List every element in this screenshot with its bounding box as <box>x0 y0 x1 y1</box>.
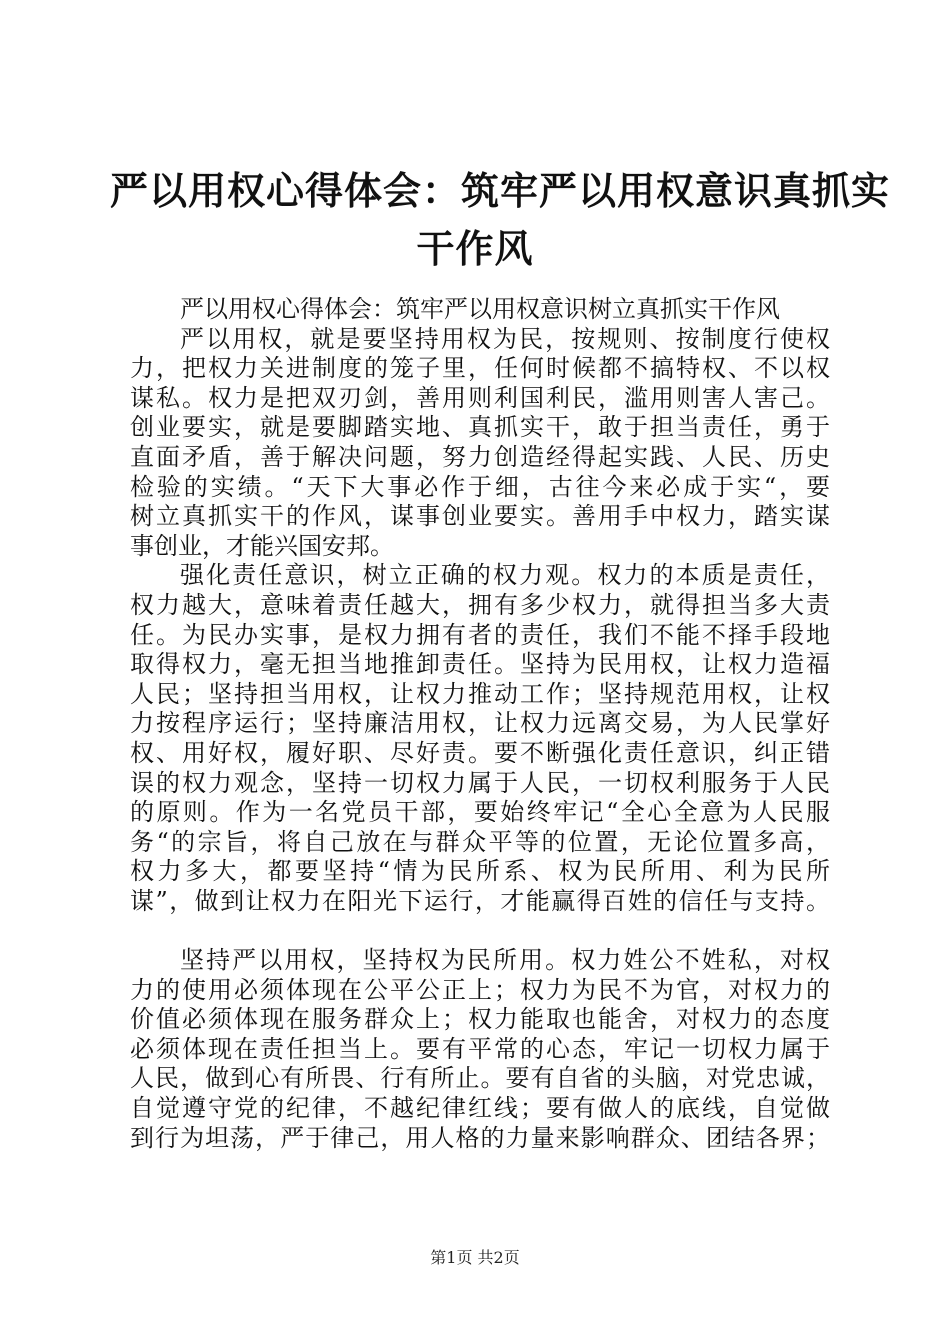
text-line: 人民；坚持担当用权，让权力推动工作；坚持规范用权，让权 <box>130 679 830 708</box>
text-line: 事创业，才能兴国安邦。 <box>130 531 394 560</box>
text-line: 严以用权心得体会：筑牢严以用权意识树立真抓实干作风 <box>180 295 780 323</box>
text-line: 权力多大，都要坚持“情为民所系、权为民所用、利为民所 <box>130 857 830 886</box>
document-body <box>130 295 830 1153</box>
text-line: 坚持严以用权，坚持权为民所用。权力姓公不姓私，对权 <box>180 946 830 975</box>
text-line: 树立真抓实干的作风，谋事创业要实。善用手中权力，踏实谋 <box>130 502 830 531</box>
text-line: 务“的宗旨，将自己放在与群众平等的位置，无论位置多高， <box>130 827 830 856</box>
text-line: 严以用权，就是要坚持用权为民，按规则、按制度行使权 <box>180 324 830 353</box>
text-line: 直面矛盾，善于解决问题，努力创造经得起实践、人民、历史 <box>130 442 830 471</box>
text-line: 自觉遵守党的纪律，不越纪律红线；要有做人的底线，自觉做 <box>130 1094 830 1123</box>
text-line: 的原则。作为一名党员干部，要始终牢记“全心全意为人民服 <box>130 798 830 827</box>
text-line: 误的权力观念，坚持一切权力属于人民，一切权利服务于人民 <box>130 768 830 797</box>
text-line: 强化责任意识，树立正确的权力观。权力的本质是责任， <box>180 561 830 590</box>
text-line: 力的使用必须体现在公平公正上；权力为民不为官，对权力的 <box>130 975 830 1004</box>
document-title-line-2: 干作风 <box>416 226 534 271</box>
text-line: 谋”，做到让权力在阳光下运行，才能赢得百姓的信任与支持。 <box>130 886 830 915</box>
text-line: 权、用好权，履好职、尽好责。要不断强化责任意识，纠正错 <box>130 738 830 767</box>
text-line: 任。为民办实事，是权力拥有者的责任，我们不能不择手段地 <box>130 620 830 649</box>
document-title-line-1: 严以用权心得体会：筑牢严以用权意识真抓实 <box>110 168 891 213</box>
text-line: 创业要实，就是要脚踏实地、真抓实干，敢于担当责任，勇于 <box>130 413 830 442</box>
text-line: 必须体现在责任担当上。要有平常的心态，牢记一切权力属于 <box>130 1034 830 1063</box>
text-line: 力按程序运行；坚持廉洁用权，让权力远离交易，为人民掌好 <box>130 709 830 738</box>
text-line: 力，把权力关进制度的笼子里，任何时候都不搞特权、不以权 <box>130 354 830 383</box>
text-line: 取得权力，毫无担当地推卸责任。坚持为民用权，让权力造福 <box>130 650 830 679</box>
text-line: 检验的实绩。“天下大事必作于细，古往今来必成于实“，要 <box>130 472 830 501</box>
text-line: 价值必须体现在服务群众上；权力能取也能舍，对权力的态度 <box>130 1005 830 1034</box>
text-line: 权力越大，意味着责任越大，拥有多少权力，就得担当多大责 <box>130 590 830 619</box>
text-line: 到行为坦荡，严于律己，用人格的力量来影响群众、团结各界； <box>130 1123 830 1152</box>
paragraph-gap <box>130 916 830 946</box>
page-footer: 第1页 共2页 <box>430 1248 520 1267</box>
text-line: 谋私。权力是把双刃剑，善用则利国利民，滥用则害人害己。 <box>130 383 830 412</box>
text-line: 人民，做到心有所畏、行有所止。要有自省的头脑，对党忠诚， <box>130 1064 830 1093</box>
